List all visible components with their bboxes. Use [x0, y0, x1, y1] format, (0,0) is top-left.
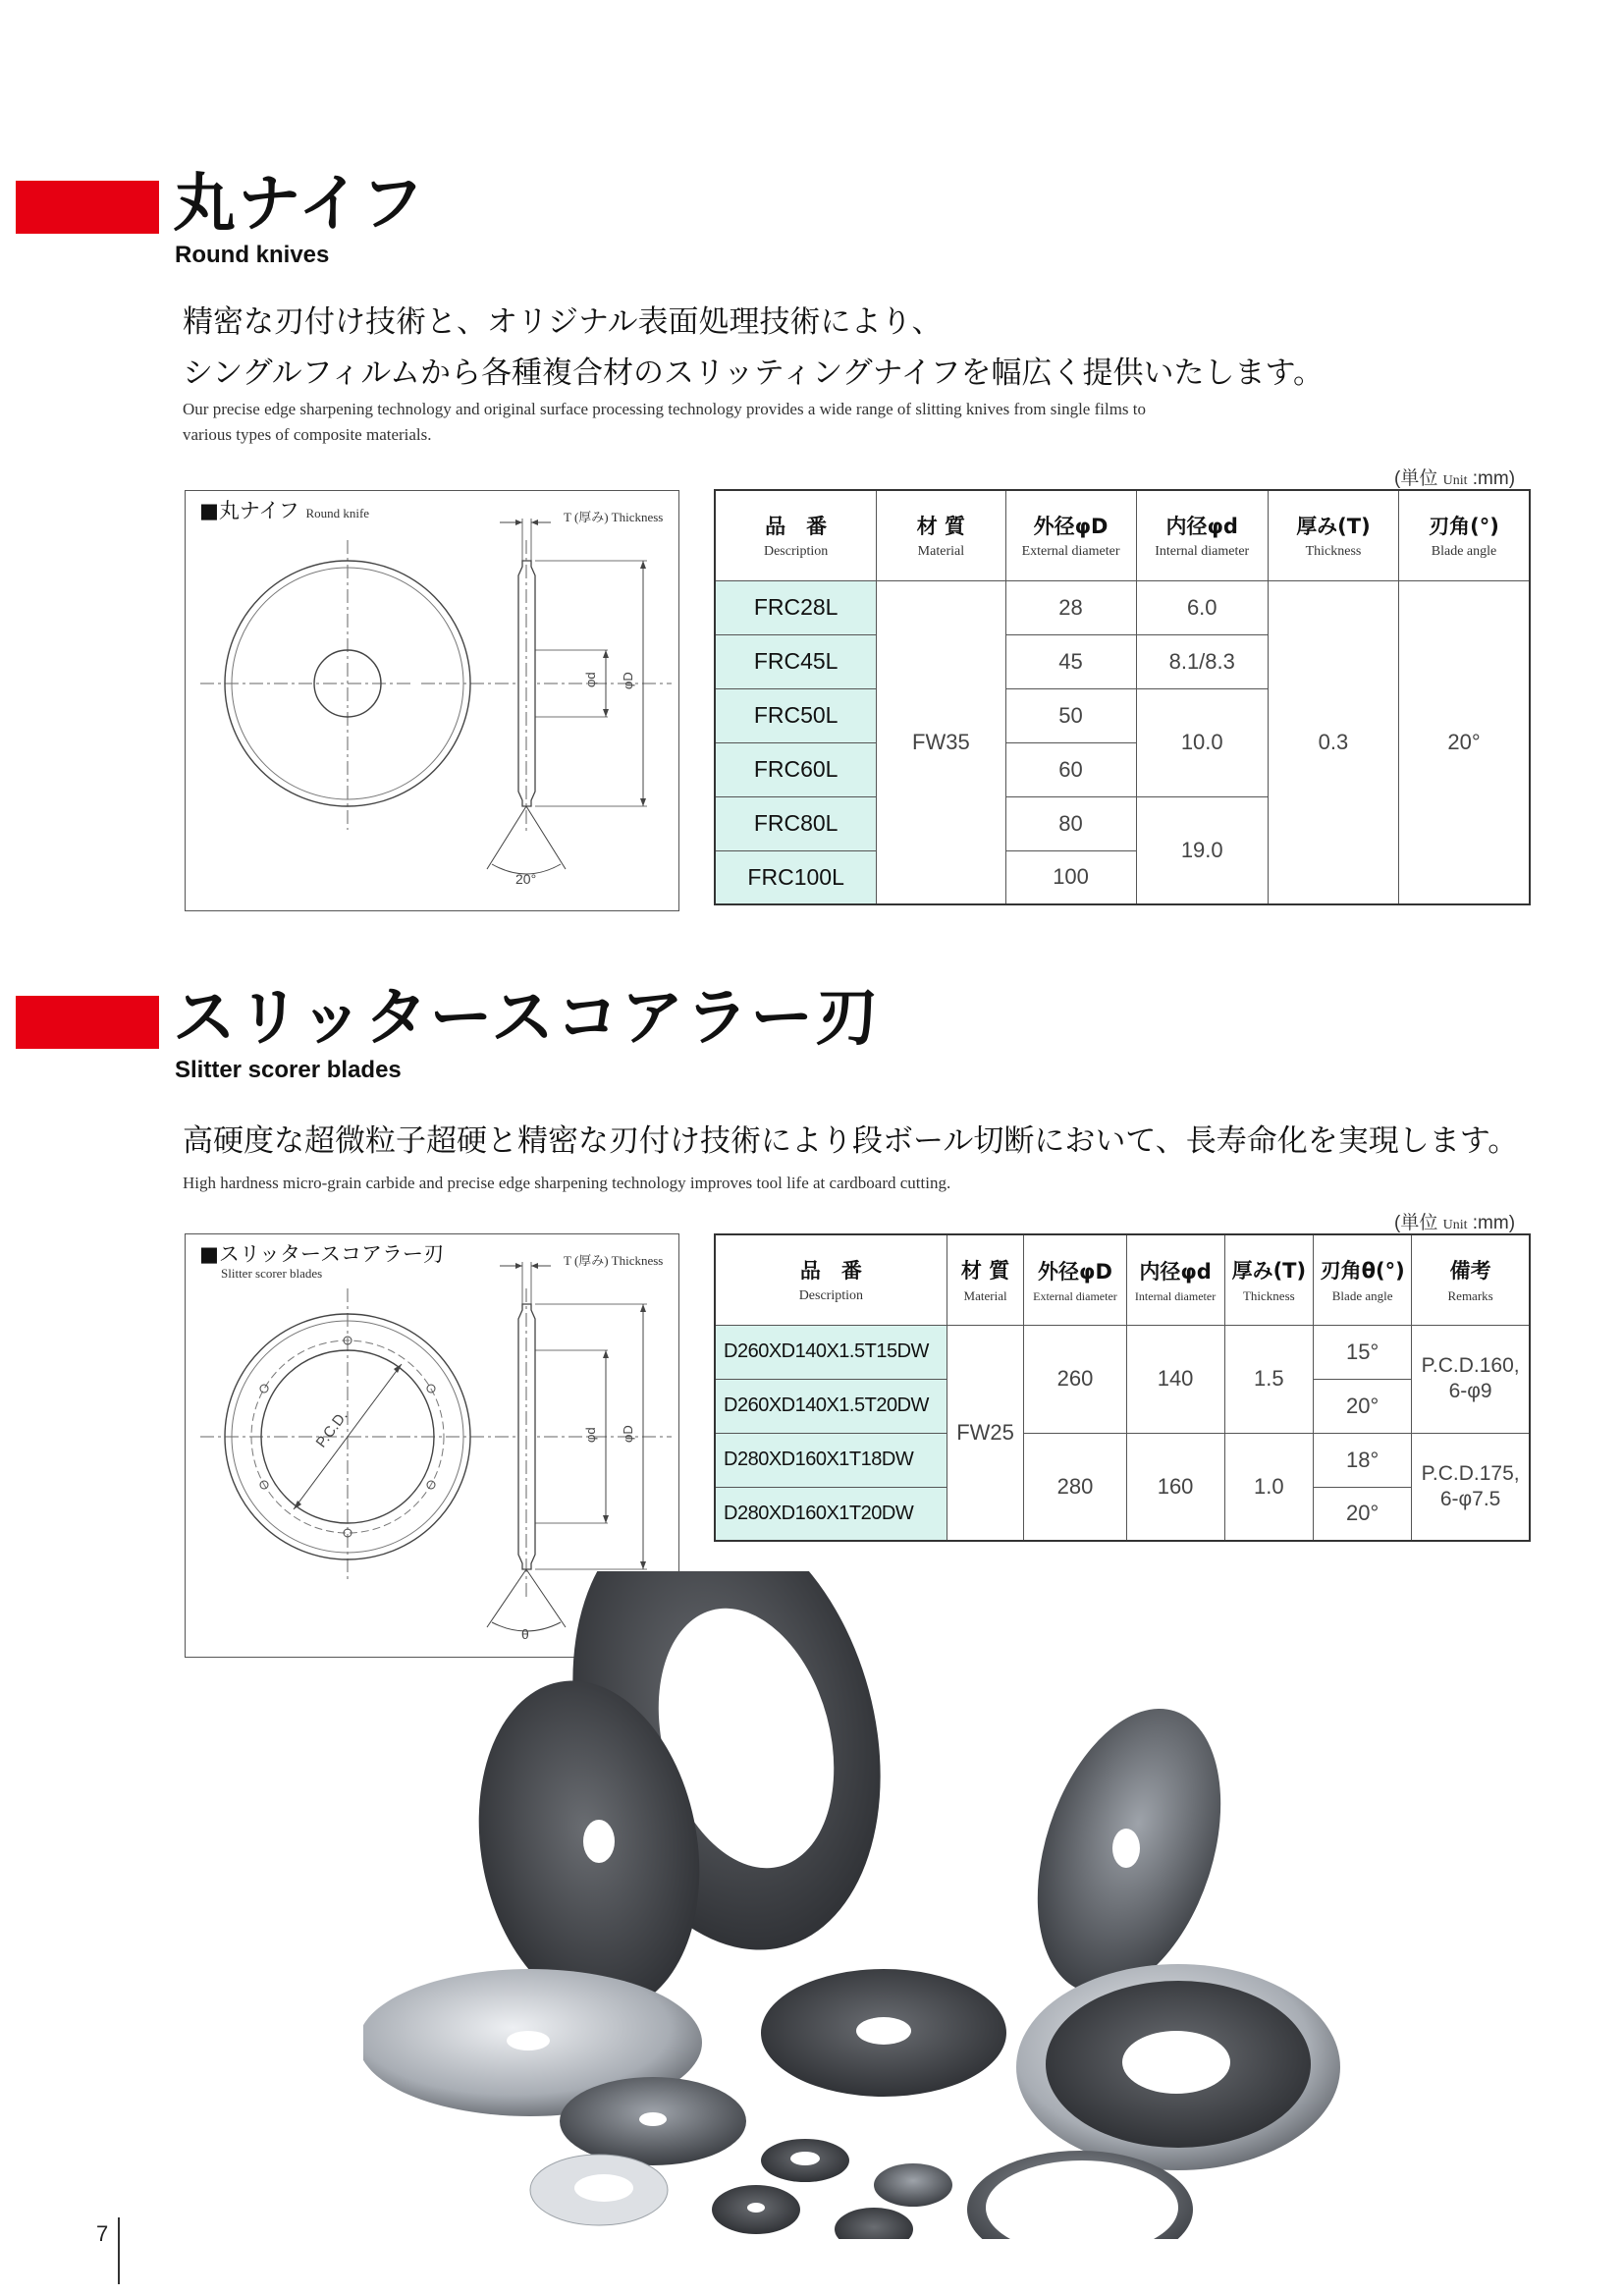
code-cell: D260XD140X1.5T20DW — [715, 1379, 947, 1433]
round-knife-diagram — [185, 490, 679, 911]
header-external-diameter: 外径φD External diameter — [1005, 490, 1136, 580]
table-row — [715, 1433, 1530, 1487]
code-cell: FRC100L — [715, 850, 877, 904]
header-external-diameter: 外径φD External diameter — [1024, 1234, 1126, 1325]
external-cell: 100 — [1005, 850, 1136, 904]
small-dark-disc-blade — [835, 2208, 913, 2239]
section1-unit-note — [1394, 464, 1515, 490]
blade-angle-label: 20° — [515, 871, 537, 887]
section2-title-en: Slitter scorer blades — [175, 1057, 402, 1083]
outer-diameter-label: φD — [621, 672, 635, 689]
thickness-jp: T (厚み) — [564, 510, 609, 524]
code-cell: FRC28L — [715, 580, 877, 634]
table-row — [715, 580, 1530, 634]
header-internal-diameter: 内径φd Internal diameter — [1136, 490, 1268, 580]
section2-unit-note — [1394, 1208, 1515, 1234]
diagram-label-en: Round knife — [305, 506, 370, 520]
unit-mm: :mm) — [1472, 468, 1516, 489]
outer-diameter-label: φD — [621, 1425, 635, 1443]
remarks-cell — [1412, 1325, 1530, 1433]
angle-cell: 20° — [1399, 580, 1530, 904]
external-cell: 28 — [1005, 580, 1136, 634]
internal-cell: 19.0 — [1136, 796, 1268, 904]
header-blade-angle: 刃角θ(°) Blade angle — [1314, 1234, 1412, 1325]
section1-lead-jp-line1: 精密な刃付け技術と、オリジナル表面処理技術により、 — [183, 304, 943, 340]
slitter-blade-spec-table — [714, 1233, 1531, 1542]
code-cell: D280XD160X1T20DW — [715, 1487, 947, 1541]
code-cell: FRC50L — [715, 688, 877, 742]
page-number-divider — [118, 2217, 120, 2284]
material-cell: FW25 — [947, 1325, 1024, 1541]
thickness-cell: 1.0 — [1224, 1433, 1313, 1541]
section1-title-jp: 丸ナイフ — [173, 168, 426, 241]
angle-cell: 18° — [1314, 1433, 1412, 1487]
section1-lead-en — [183, 397, 1146, 448]
header-internal-diameter: 内径φd Internal diameter — [1126, 1234, 1224, 1325]
section1-lead-en-line2: various types of composite materials. — [183, 425, 432, 444]
code-cell: FRC45L — [715, 634, 877, 688]
section1-title-en: Round knives — [175, 242, 330, 268]
remarks-line: P.C.D.160, — [1421, 1354, 1520, 1377]
external-cell: 45 — [1005, 634, 1136, 688]
external-cell: 280 — [1024, 1433, 1126, 1541]
page-number: 7 — [96, 2221, 109, 2246]
right-ring-blade — [1016, 1964, 1340, 2170]
thickness-en: Thickness — [611, 1253, 664, 1268]
pcd-label: P.C.D. — [312, 1407, 352, 1451]
thickness-jp: T (厚み) — [564, 1253, 609, 1268]
slitter-diagram-label-en: Slitter scorer blades — [221, 1266, 323, 1281]
section1-lead-en-line1: Our precise edge sharpening technology and original surface processing technology provides a wide range of slitting knives from single films to — [183, 400, 1147, 418]
slitter-diagram-label-jp: ■スリッタースコアラー刃 — [199, 1242, 444, 1266]
small-dark-disc-blade — [712, 2185, 800, 2234]
inner-diameter-label: φd — [583, 672, 598, 687]
section2-lead-jp: 高硬度な超微粒子超硬と精密な刃付け技術により段ボール切断において、長寿命化を実現します。 — [183, 1123, 1519, 1159]
unit-jp: (単位 — [1394, 468, 1438, 489]
table-row — [715, 1325, 1530, 1379]
internal-cell: 6.0 — [1136, 580, 1268, 634]
unit-en: Unit — [1442, 1218, 1468, 1232]
unit-en: Unit — [1442, 473, 1468, 488]
code-cell: D280XD160X1T18DW — [715, 1433, 947, 1487]
material-cell: FW35 — [877, 580, 1005, 904]
header-description: 品 番 Description — [715, 1234, 947, 1325]
thickness-en: Thickness — [611, 510, 664, 524]
blade-angle-label: θ — [521, 1626, 529, 1642]
header-remarks: 備考 Remarks — [1412, 1234, 1530, 1325]
small-ring-blade — [761, 2139, 849, 2182]
remarks-line: 6-φ9 — [1448, 1380, 1492, 1402]
blades-product-photo — [363, 1571, 1345, 2239]
angle-cell: 20° — [1314, 1487, 1412, 1541]
header-thickness: 厚み(T) Thickness — [1224, 1234, 1313, 1325]
code-cell: FRC80L — [715, 796, 877, 850]
remarks-line: P.C.D.175, — [1421, 1461, 1520, 1485]
center-flat-disc-blade — [761, 1969, 1006, 2097]
external-cell: 60 — [1005, 742, 1136, 796]
small-disc-blade — [874, 2163, 952, 2207]
diagram-label-jp: ■丸ナイフ — [199, 499, 299, 522]
header-material: 材 質 Material — [877, 490, 1005, 580]
unit-jp: (単位 — [1394, 1213, 1438, 1233]
round-knife-spec-table — [714, 489, 1531, 905]
round-knife-drawing — [186, 491, 678, 910]
unit-mm: :mm) — [1472, 1213, 1516, 1233]
section1-red-bar — [16, 181, 159, 234]
header-material: 材 質 Material — [947, 1234, 1024, 1325]
angle-cell: 15° — [1314, 1325, 1412, 1379]
angle-cell: 20° — [1314, 1379, 1412, 1433]
table-header-row — [715, 1234, 1530, 1325]
internal-cell: 160 — [1126, 1433, 1224, 1541]
thickness-cell: 0.3 — [1268, 580, 1398, 904]
inner-diameter-label: φd — [583, 1427, 598, 1443]
small-disc-blade — [560, 2077, 746, 2165]
internal-cell: 8.1/8.3 — [1136, 634, 1268, 688]
external-cell: 80 — [1005, 796, 1136, 850]
code-cell: D260XD140X1.5T15DW — [715, 1325, 947, 1379]
external-cell: 260 — [1024, 1325, 1126, 1433]
white-ring-blade — [530, 2155, 668, 2225]
external-cell: 50 — [1005, 688, 1136, 742]
remarks-cell — [1412, 1433, 1530, 1541]
header-thickness: 厚み(T) Thickness — [1268, 490, 1398, 580]
header-description: 品 番 Description — [715, 490, 877, 580]
code-cell: FRC60L — [715, 742, 877, 796]
table-header-row — [715, 490, 1530, 580]
header-blade-angle: 刃角(°) Blade angle — [1399, 490, 1530, 580]
section2-title-jp: スリッタースコアラー刃 — [173, 982, 881, 1055]
thickness-cell: 1.5 — [1224, 1325, 1313, 1433]
remarks-line: 6-φ7.5 — [1439, 1487, 1501, 1510]
section1-lead-jp-line2: シングルフィルムから各種複合材のスリッティングナイフを幅広く提供いたします。 — [183, 355, 1325, 391]
section2-lead-en: High hardness micro-grain carbide and precise edge sharpening technology improves tool life at cardboard cutting. — [183, 1174, 951, 1192]
internal-cell: 10.0 — [1136, 688, 1268, 796]
internal-cell: 140 — [1126, 1325, 1224, 1433]
section2-red-bar — [16, 996, 159, 1049]
section1-lead-jp — [183, 297, 1324, 399]
